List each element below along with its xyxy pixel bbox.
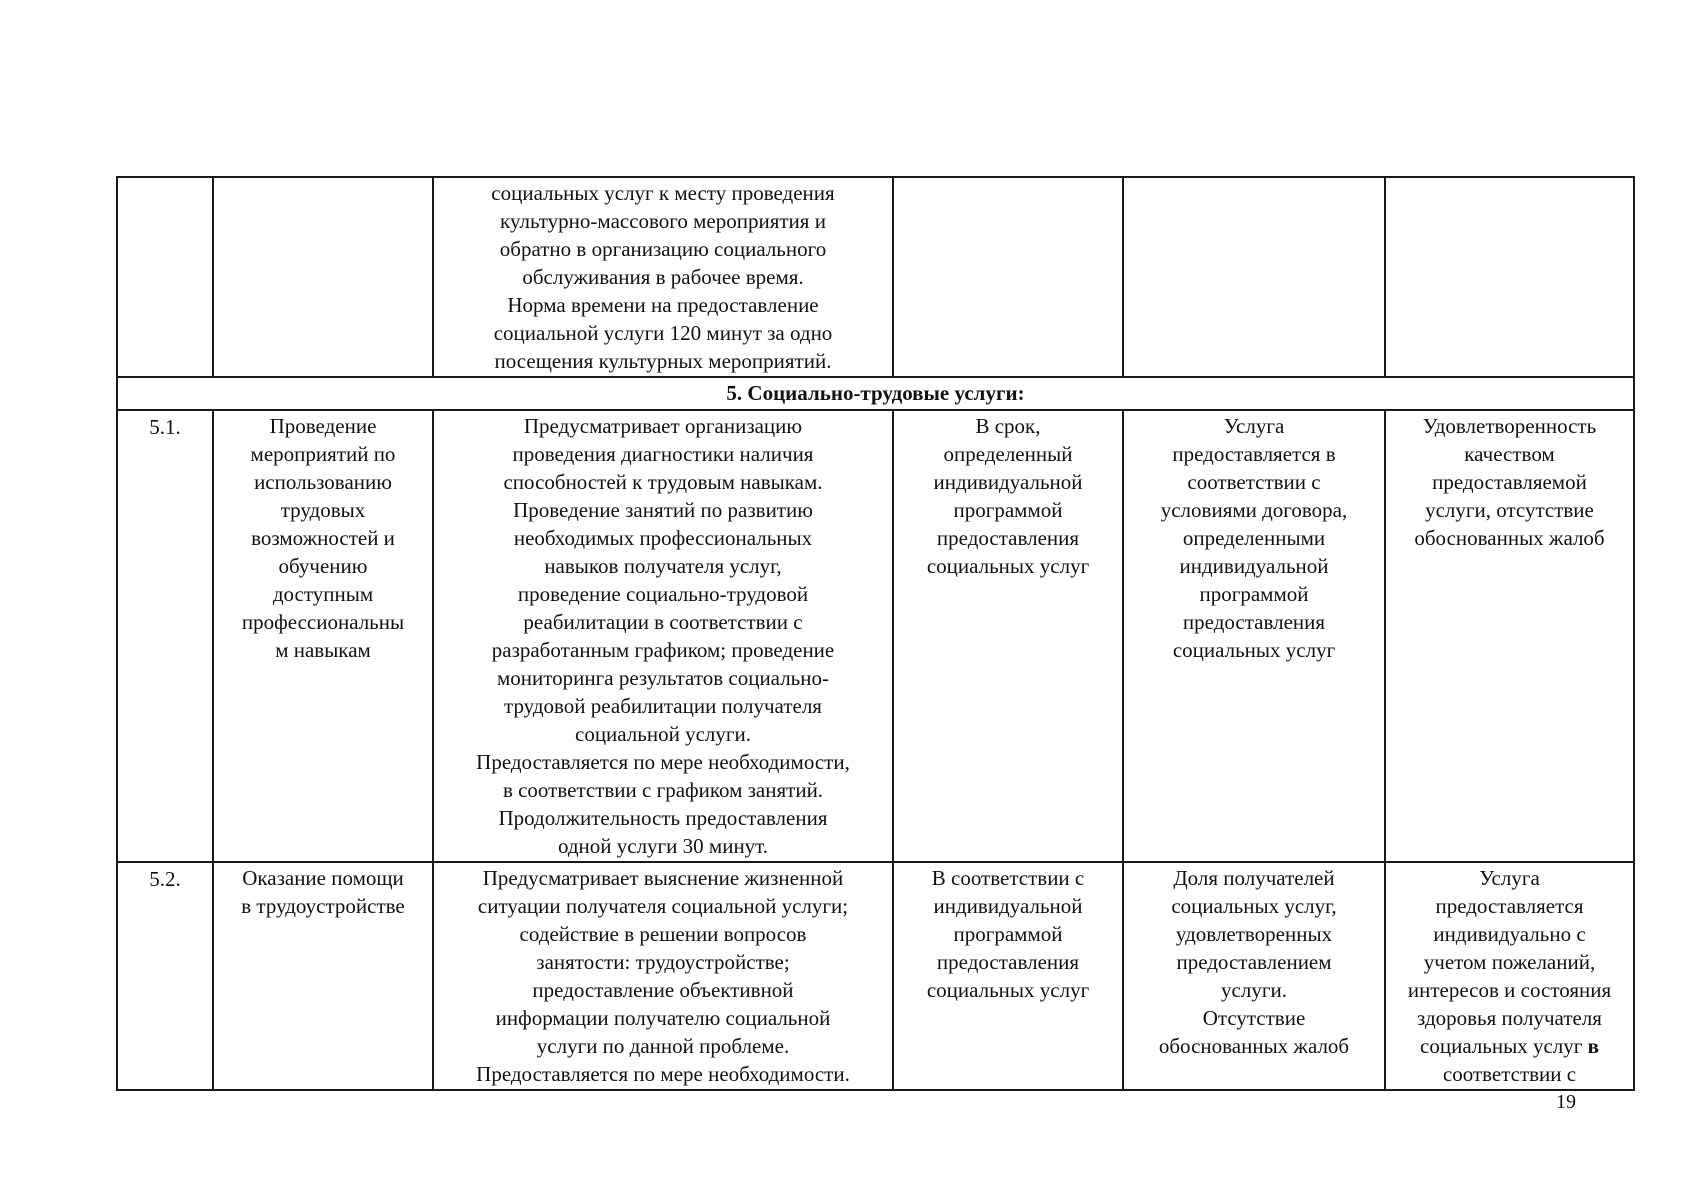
evaluation-bold-fragment: в <box>1582 1034 1599 1058</box>
cell-service-description: Предусматривает выяснение жизненной ситуации получателя социальной услуги; содействие в решении вопросов занятости: трудоустройстве; предоставление объективной информации получателю социальной услуги по данной проблеме. Предоставляется по мере необходимости. <box>433 862 893 1090</box>
table-row <box>117 862 1634 1090</box>
table-row-continuation <box>117 177 1634 377</box>
evaluation-text: Услуга предоставляется индивидуально с учетом пожеланий, интересов и состояния здоровья получателя социальных услуг <box>1407 866 1612 1058</box>
cell-service-term: В соответствии с индивидуальной программой предоставления социальных услуг <box>893 862 1123 1090</box>
cell-service-conditions <box>1123 177 1385 377</box>
cell-service-description: социальных услуг к месту проведения культурно-массового мероприятия и обратно в организацию социального обслуживания в рабочее время. Норма времени на предоставление социальной услуги 120 минут за одно посещения культурных мероприятий. <box>433 177 893 377</box>
cell-service-evaluation <box>1385 177 1634 377</box>
cell-number: 5.2. <box>117 862 213 1090</box>
cell-service-evaluation <box>1385 862 1634 1090</box>
cell-service-name: Оказание помощи в трудоустройстве <box>213 862 433 1090</box>
cell-number: 5.1. <box>117 410 213 862</box>
services-table <box>116 176 1635 1091</box>
cell-service-term: В срок, определенный индивидуальной программой предоставления социальных услуг <box>893 410 1123 862</box>
cell-service-name <box>213 177 433 377</box>
section-title: 5. Социально-трудовые услуги: <box>117 377 1634 410</box>
cell-number <box>117 177 213 377</box>
cell-service-conditions: Доля получателей социальных услуг, удовлетворенных предоставлением услуги. Отсутствие обоснованных жалоб <box>1123 862 1385 1090</box>
table-row <box>117 410 1634 862</box>
cell-service-term <box>893 177 1123 377</box>
cell-service-description: Предусматривает организацию проведения диагностики наличия способностей к трудовым навыкам. Проведение занятий по развитию необходимых профессиональных навыков получателя услуг, проведение социально-трудовой реабилитации в соответствии с разработанным графиком; проведение мониторинга результатов социально- трудовой реабилитации получателя социальной услуги. Предоставляется по мере необходимости, в соответствии с графиком занятий. Продолжительность предоставления одной услуги 30 минут. <box>433 410 893 862</box>
evaluation-tail: соответствии с <box>1442 1062 1577 1086</box>
section-heading-row <box>117 377 1634 410</box>
cell-service-evaluation: Удовлетворенность качеством предоставляемой услуги, отсутствие обоснованных жалоб <box>1385 410 1634 862</box>
cell-service-name: Проведение мероприятий по использованию трудовых возможностей и обучению доступным профессиональны м навыкам <box>213 410 433 862</box>
cell-service-conditions: Услуга предоставляется в соответствии с условиями договора, определенными индивидуальной программой предоставления социальных услуг <box>1123 410 1385 862</box>
page-number: 19 <box>1556 1091 1576 1113</box>
